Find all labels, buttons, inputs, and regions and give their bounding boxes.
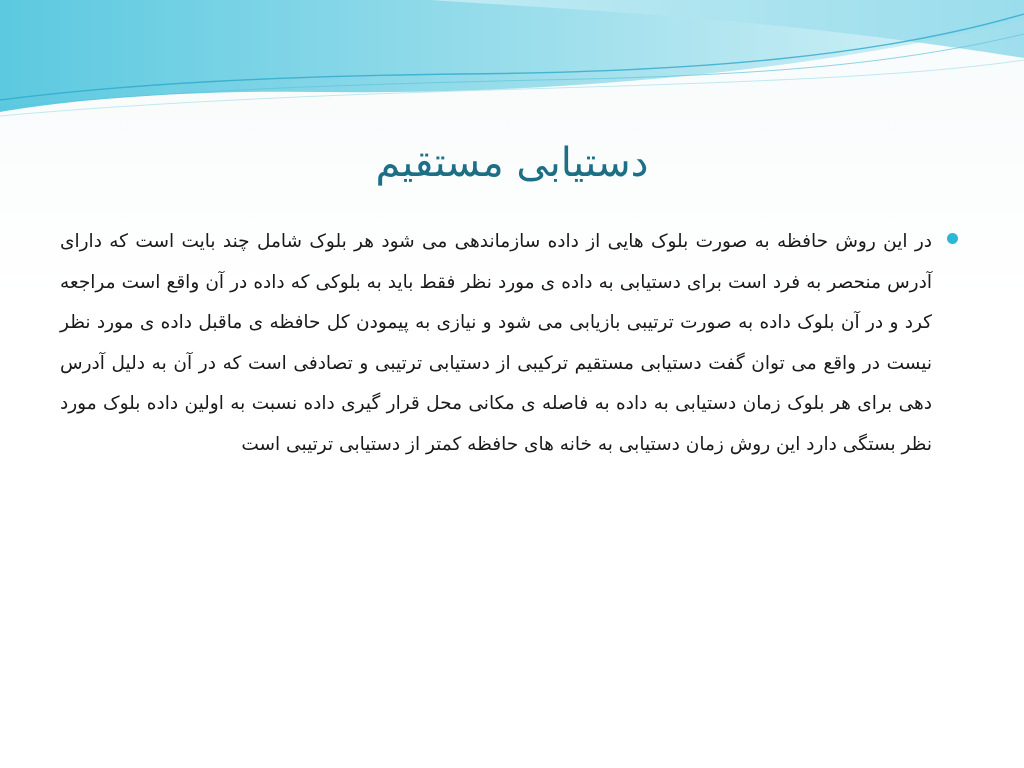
slide-title: دستیابی مستقیم [375, 140, 649, 186]
bullet-list [60, 222, 966, 562]
bullet-text: در این روش حافظه به صورت بلوک هایی از داده سازماندهی می شود هر بلوک شامل چند بایت است که دارای آدرس منحصر به فرد است برای دستیابی به داده ی مورد نظر فقط باید به بلوکی که داده در آن واقع است مراجعه کرد و در آن بلوک داده به صورت ترتیبی بازیابی می شود و نیازی به پیمودن کل حافظه ی ماقبل داده ی مورد نظر نیست در واقع می توان گفت دستیابی مستقیم ترکیبی از دستیابی ترتیبی و تصادفی است که در آن به دلیل آدرس دهی برای هر بلوک زمان دستیابی به داده به فاصله ی مکانی محل قرار گیری داده نسبت به اولین داده بلوک مورد نظر بستگی دارد این روش زمان دستیابی به خانه های حافظه کمتر از دستیابی ترتیبی است [60, 231, 932, 455]
bullet-dot-icon [947, 233, 958, 244]
wave-header-decoration [0, 0, 1024, 130]
